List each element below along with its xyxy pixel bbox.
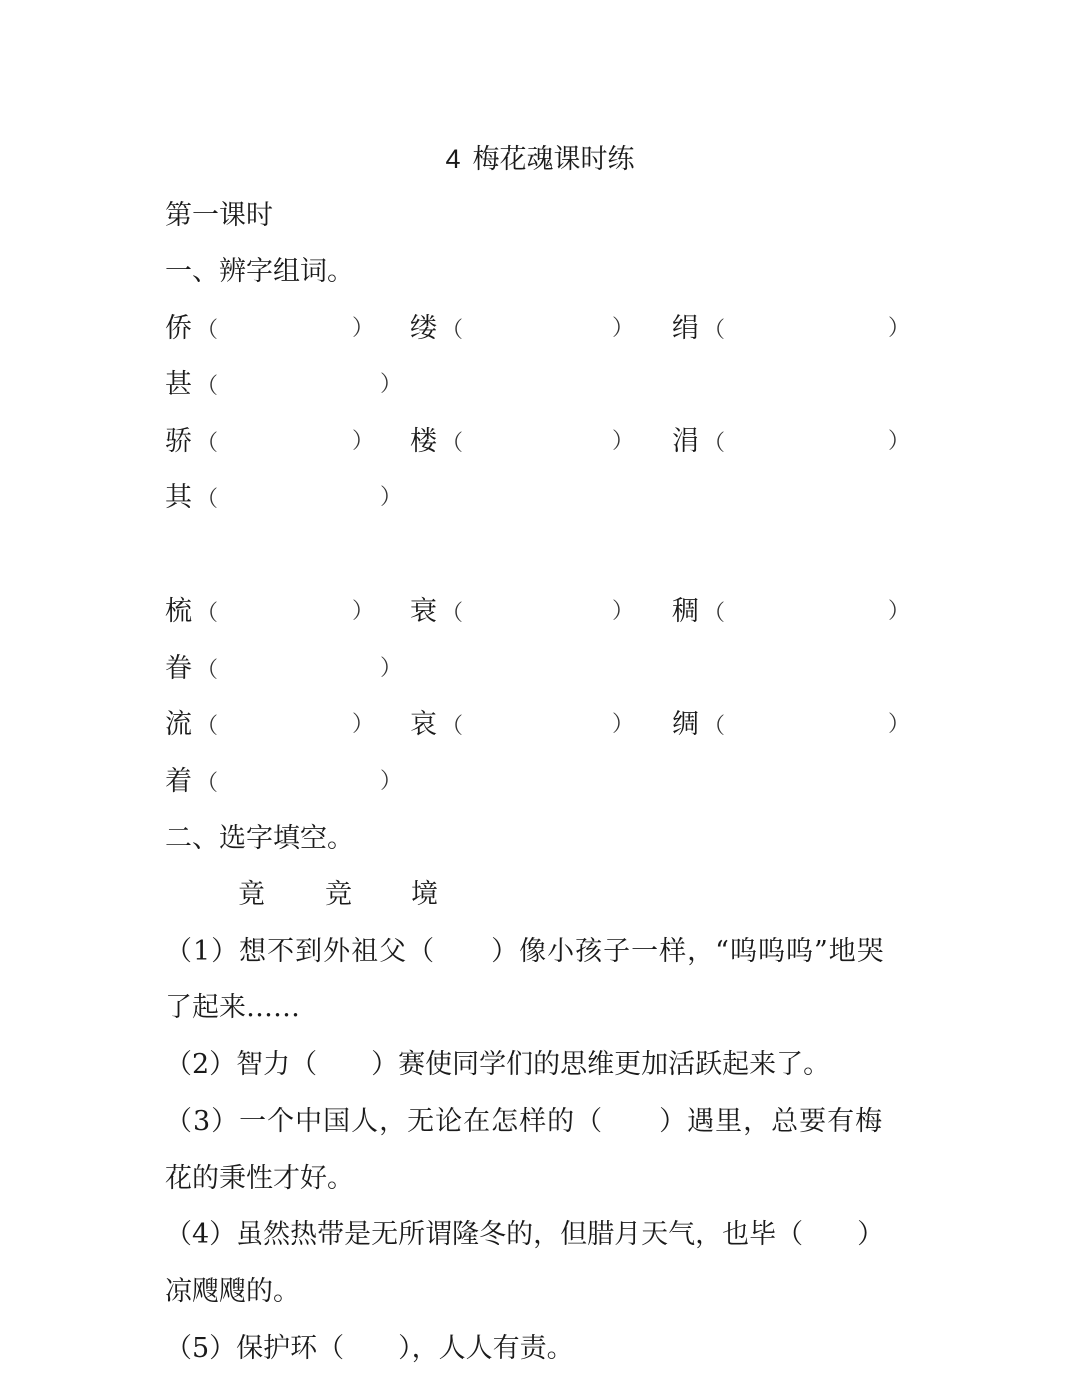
char-cell: 绢 （ xyxy=(672,313,726,344)
blank-close: ） xyxy=(612,712,635,737)
char-cell: 流 （ xyxy=(165,709,219,740)
blank-close: ） xyxy=(888,429,911,454)
blank-close: ） xyxy=(380,485,403,510)
fill-item-1-line-2: 了起来…… xyxy=(165,992,300,1023)
blank-close: ） xyxy=(352,712,375,737)
char-cell: 侨 （ xyxy=(165,313,219,344)
char-cell: 缕 （ xyxy=(410,313,464,344)
blank-close: ） xyxy=(380,769,403,794)
char-cell: 哀 （ xyxy=(410,709,464,740)
char-cell: 绸 （ xyxy=(672,709,726,740)
char-cell: 梳 （ xyxy=(165,596,219,627)
lesson-period: 第一课时 xyxy=(165,200,273,231)
char-cell: 甚 （ xyxy=(165,369,219,400)
blank-close: ） xyxy=(612,429,635,454)
fill-item-3-line-1: （3）一个中国人，无论在怎样的（ ）遇里，总要有梅 xyxy=(165,1106,884,1137)
blank-close: ） xyxy=(352,599,375,624)
blank-close: ） xyxy=(888,712,911,737)
char-cell: 眷 （ xyxy=(165,653,219,684)
lesson-number: 4 xyxy=(445,144,461,174)
blank-close: ） xyxy=(380,372,403,397)
choice-char: 境 xyxy=(411,879,438,910)
lesson-title: 梅花魂课时练 xyxy=(472,144,635,175)
section-2-heading: 二、选字填空。 xyxy=(165,823,354,854)
section-1-heading: 一、辨字组词。 xyxy=(165,256,354,287)
fill-item-4-line-2: 凉飕飕的。 xyxy=(165,1276,300,1307)
blank-close: ） xyxy=(612,316,635,341)
fill-item-5: （5）保护环（ ），人人有责。 xyxy=(165,1333,574,1364)
char-cell: 稠 （ xyxy=(672,596,726,627)
blank-close: ） xyxy=(352,316,375,341)
char-cell: 着 （ xyxy=(165,766,219,797)
blank-close: ） xyxy=(612,599,635,624)
fill-item-3-line-2: 花的秉性才好。 xyxy=(165,1163,354,1194)
page-title xyxy=(0,142,1080,177)
char-cell: 骄 （ xyxy=(165,426,219,457)
char-cell: 楼 （ xyxy=(410,426,464,457)
fill-item-2: （2）智力（ ）赛使同学们的思维更加活跃起来了。 xyxy=(165,1049,831,1080)
blank-close: ） xyxy=(888,599,911,624)
char-cell: 涓 （ xyxy=(672,426,726,457)
blank-close: ） xyxy=(352,429,375,454)
char-cell: 衰 （ xyxy=(410,596,464,627)
fill-item-4-line-1: （4）虽然热带是无所谓隆冬的，但腊月天气，也毕（ ） xyxy=(165,1219,885,1250)
choice-char: 竞 xyxy=(325,879,352,910)
blank-close: ） xyxy=(380,656,403,681)
blank-close: ） xyxy=(888,316,911,341)
fill-item-1-line-1: （1）想不到外祖父（ ）像小孩子一样，“呜呜呜”地哭 xyxy=(165,936,885,967)
choice-char: 竟 xyxy=(238,879,265,910)
char-cell: 其 （ xyxy=(165,482,219,513)
